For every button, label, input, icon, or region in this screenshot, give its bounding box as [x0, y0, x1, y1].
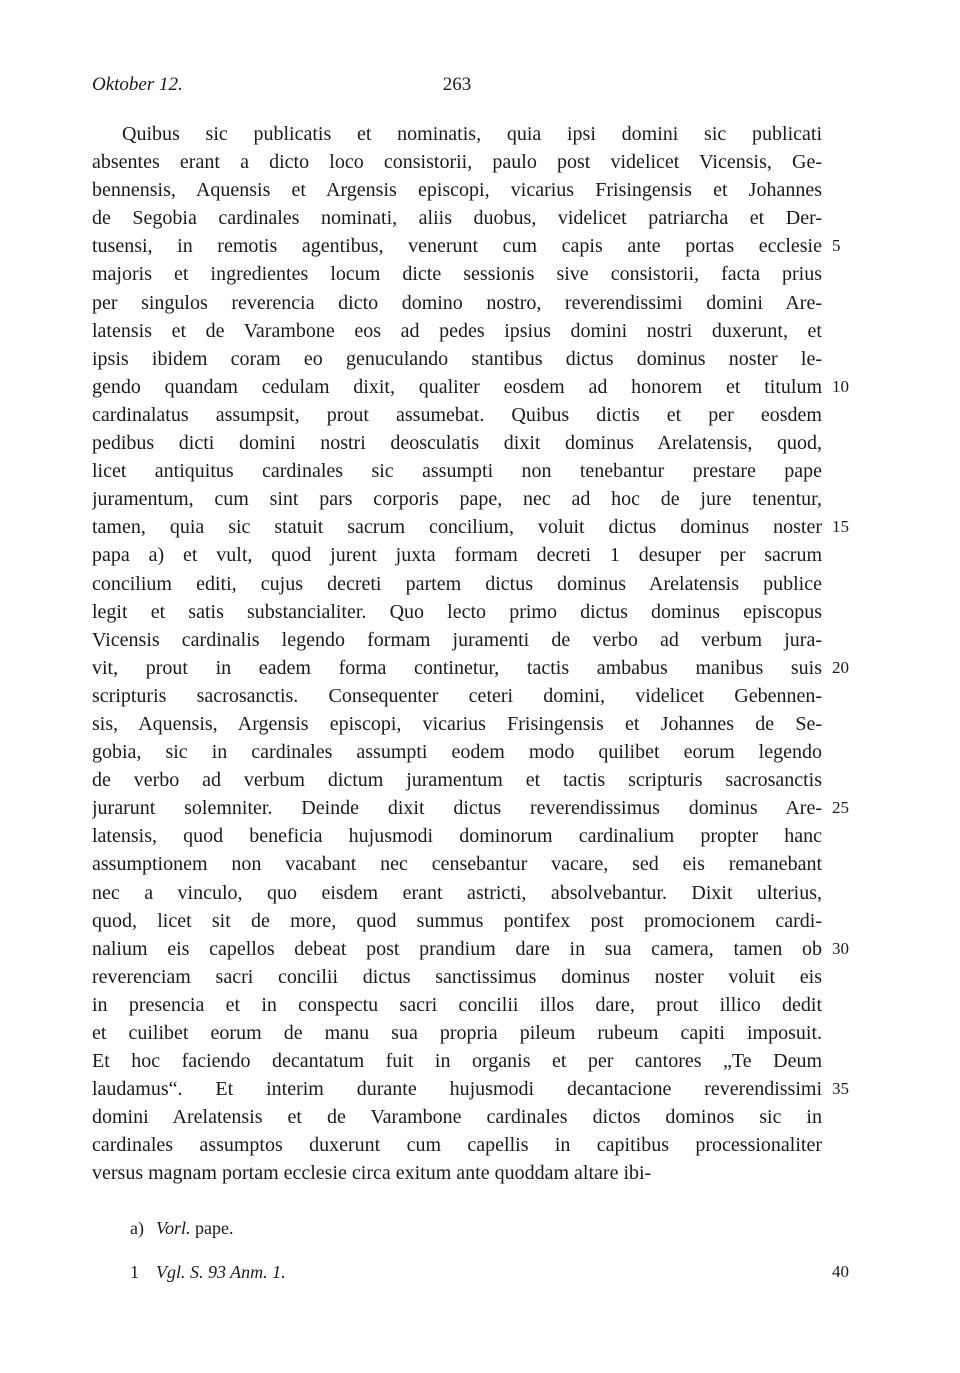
text-line: gobia, sic in cardinales assumpti eodem modo quilibet eorum legendo	[92, 741, 822, 764]
text-line: majoris et ingredientes locum dicte sessionis sive consistorii, facta prius	[92, 263, 822, 286]
footnote-text: Vorl.	[156, 1218, 191, 1238]
line-number: 30	[832, 938, 849, 958]
text-line: laudamus“. Et interim durante hujusmodi decantacione reverendissimi	[92, 1078, 822, 1101]
text-line: et cuilibet eorum de manu sua propria pileum rubeum capiti imposuit.	[92, 1022, 822, 1044]
text-line: de Segobia cardinales nominati, aliis duobus, videlicet patriarcha et Der-	[92, 207, 822, 230]
line-number: 10	[832, 376, 849, 396]
text-line: nalium eis capellos debeat post prandium dare in sua camera, tamen ob	[92, 937, 822, 960]
text-line: scripturis sacrosanctis. Consequenter ceteri domini, videlicet Gebennen-	[92, 684, 822, 707]
text-line: versus magnam portam ecclesie circa exitum ante quoddam altare ibi-	[92, 1162, 652, 1185]
text-line: vit, prout in eadem forma continetur, tactis ambabus manibus suis	[92, 656, 822, 679]
footnote-a	[130, 1214, 830, 1258]
line-number: 15	[832, 517, 849, 537]
text-line: jurarunt solemniter. Deinde dixit dictus reverendissimus dominus Are-	[92, 797, 822, 820]
footer-line-number: 40	[832, 1262, 849, 1281]
text-line: domini Arelatensis et de Varambone cardinales dictos dominos sic in	[92, 1106, 822, 1129]
text-line: legit et satis substancialiter. Quo lecto primo dictus dominus episcopus	[92, 600, 822, 623]
footnote-mark: a)	[130, 1218, 144, 1238]
text-line: ipsis ibidem coram eo genuculando stantibus dictus dominus noster le-	[92, 347, 822, 370]
body-text	[92, 120, 822, 1188]
text-line: concilium editi, cujus decreti partem dictus dominus Arelatensis publice	[92, 572, 822, 595]
text-line: sis, Aquensis, Argensis episcopi, vicarius Frisingensis et Johannes de Se-	[92, 712, 822, 735]
text-line: licet antiquitus cardinales sic assumpti non tenebantur prestare pape	[92, 460, 822, 483]
running-head: Oktober 12.	[92, 74, 183, 95]
line-number: 20	[832, 657, 849, 677]
text-line: reverenciam sacri concilii dictus sanctissimus dominus noster voluit eis	[92, 965, 822, 988]
text-line: cardinalatus assumpsit, prout assumebat. Quibus dictis et per eosdem	[92, 403, 822, 426]
footnote-text: Vgl. S. 93 Anm. 1.	[156, 1262, 286, 1282]
footnotes	[130, 1214, 830, 1302]
text-line: tusensi, in remotis agentibus, venerunt cum capis ante portas ecclesie	[92, 235, 822, 258]
text-line: juramentum, cum sint pars corporis pape, nec ad hoc de jure tenentur,	[92, 488, 822, 511]
text-line: papa a) et vult, quod jurent juxta formam decreti 1 desuper per sacrum	[92, 544, 822, 567]
page-number: 263	[442, 74, 472, 95]
text-line: Quibus sic publicatis et nominatis, quia ipsi domini sic publicati	[122, 123, 822, 145]
footnote-mark: 1	[130, 1262, 139, 1282]
text-line: latensis, quod beneficia hujusmodi dominorum cardinalium propter hanc	[92, 825, 822, 848]
text-line: pedibus dicti domini nostri deosculatis dixit dominus Arelatensis, quod,	[92, 432, 822, 455]
line-number: 5	[832, 236, 841, 256]
text-line: absentes erant a dicto loco consistorii, paulo post videlicet Vicensis, Ge-	[92, 151, 822, 174]
text-line: Vicensis cardinalis legendo formam juramenti de verbo ad verbum jura-	[92, 628, 822, 651]
text-line: in presencia et in conspectu sacri concilii illos dare, prout illico dedit	[92, 993, 822, 1016]
text-line: gendo quandam cedulam dixit, qualiter eosdem ad honorem et titulum	[92, 375, 822, 398]
text-line: cardinales assumptos duxerunt cum capellis in capitibus processionaliter	[92, 1134, 822, 1157]
text-line: assumptionem non vacabant nec censebantur vacare, sed eis remanebant	[92, 853, 822, 876]
text-line: de verbo ad verbum dictum juramentum et tactis scripturis sacrosanctis	[92, 769, 822, 792]
text-line: tamen, quia sic statuit sacrum concilium, voluit dictus dominus noster	[92, 516, 822, 539]
page-header	[92, 74, 822, 104]
text-line: quod, licet sit de more, quod summus pontifex post promocionem cardi-	[92, 909, 822, 932]
text-line: latensis et de Varambone eos ad pedes ipsius domini nostri duxerunt, et	[92, 319, 822, 342]
text-line: bennensis, Aquensis et Argensis episcopi, vicarius Frisingensis et Johannes	[92, 179, 822, 202]
footnote-1	[130, 1258, 830, 1302]
text-line: Et hoc faciendo decantatum fuit in organis et per cantores „Te Deum	[92, 1050, 822, 1073]
line-number: 35	[832, 1079, 849, 1099]
text-line: nec a vinculo, quo eisdem erant astricti, absolvebantur. Dixit ulterius,	[92, 881, 822, 904]
footnote-text-rest: pape.	[190, 1218, 234, 1238]
line-number: 25	[832, 798, 849, 818]
text-line: per singulos reverencia dicto domino nostro, reverendissimi domini Are-	[92, 291, 822, 314]
